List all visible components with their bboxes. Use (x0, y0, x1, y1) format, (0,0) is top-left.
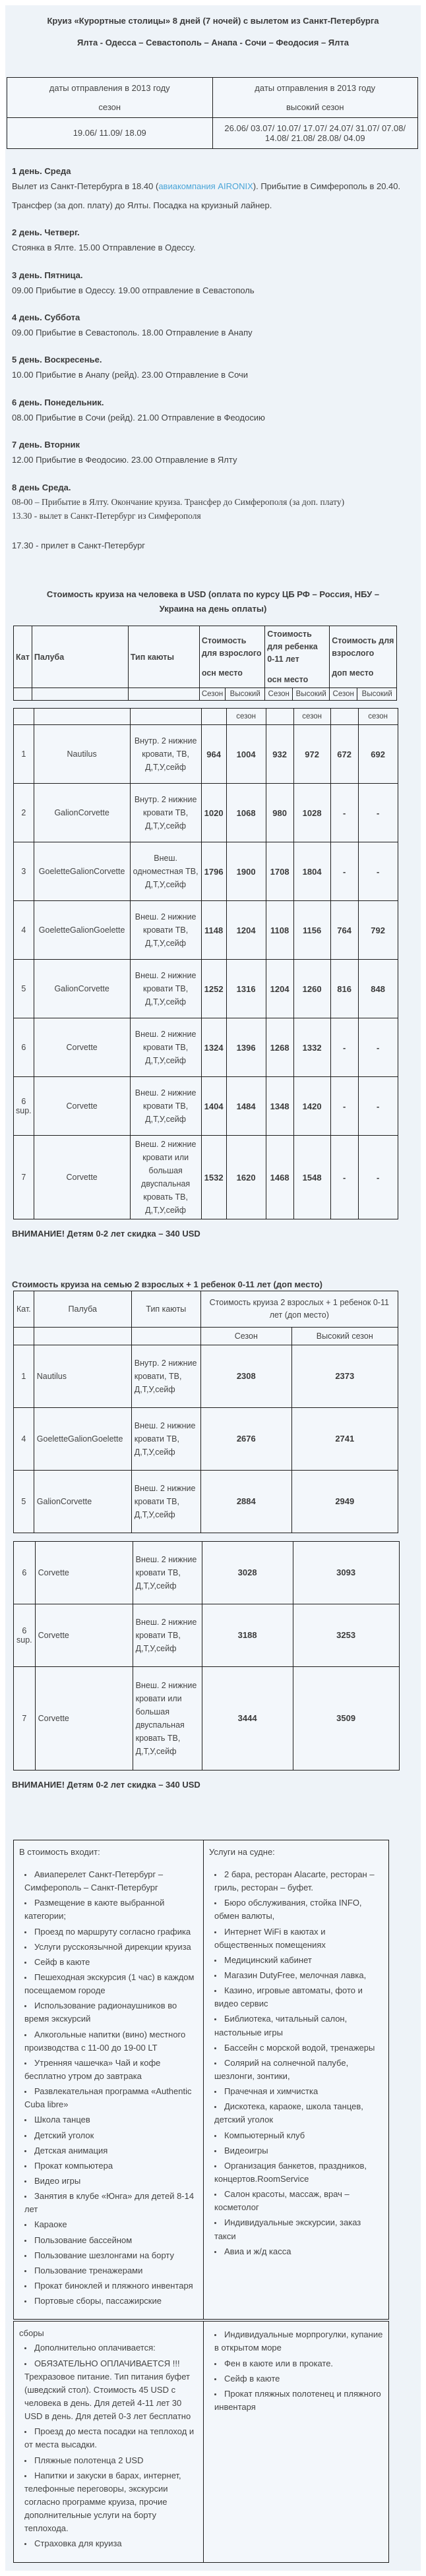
price: 1332 (293, 1018, 330, 1077)
price-table-title: Стоимость круиза на человека в USD (оплата по курсу ЦБ РФ – Россия, НБУ – Украина на день оплаты) (46, 589, 380, 614)
price-season: 3028 (202, 1541, 293, 1604)
price: 1108 (266, 901, 293, 960)
info-row-2 (14, 2322, 389, 2562)
col-header-cat: Кат. (14, 1291, 34, 1328)
group-header-bottom: осн место (267, 674, 309, 684)
season-wrap-label: сезон (293, 709, 330, 725)
price: 1348 (266, 1077, 293, 1136)
price-high-season: 2741 (291, 1407, 398, 1470)
cabin-type: Внеш. 2 нижние кровати ТВ, Д,Т,У,сейф (130, 901, 201, 960)
day-4-text: 09.00 Прибытие в Севастополь. 18.00 Отправление в Анапу (12, 328, 253, 338)
col-header-adult-main (199, 626, 264, 688)
price: - (330, 1018, 358, 1077)
category: 7 (14, 1666, 36, 1770)
family-table-title: Стоимость круиза на семью 2 взрослых + 1 ребенок 0-11 лет (доп место) (12, 1279, 322, 1290)
group-header-top: Стоимость для ребенка 0-11 лет (267, 629, 318, 664)
cabin-type: Внеш. 2 нижние кровати ТВ, Д,Т,У,сейф (130, 1018, 201, 1077)
empty-cell (201, 709, 226, 725)
services-extra-cell (204, 2322, 389, 2562)
price: 764 (330, 901, 358, 960)
category: 4 (14, 1407, 34, 1470)
group-header-top: Стоимость для взрослого (332, 635, 394, 658)
price: 1204 (226, 901, 266, 960)
price-row-1 (14, 725, 398, 784)
price-season: 2676 (200, 1407, 291, 1470)
day-7-text: 12.00 Прибытие в Феодосию. 23.00 Отправление в Ялту (12, 455, 237, 465)
price: 1484 (226, 1077, 266, 1136)
season-label: Сезон (200, 1327, 291, 1345)
day-5-text: 10.00 Прибытие в Анапу (рейд). 23.00 Отправление в Сочи (12, 370, 249, 380)
list-item: • Бюро обслуживания, стойка INFO, обмен валюты, (214, 1896, 383, 1923)
extra-charges-table (13, 2321, 389, 2562)
high-season-dates: 26.06/ 03.07/ 10.07/ 17.07/ 24.07/ 31.07/ 07.08/ 14.08/ 21.08/ 28.08/ 04.09 (212, 117, 418, 148)
included-title: В стоимость входит: (19, 1846, 100, 1857)
list-item: • Салон красоты, массаж, врач – косметолог (214, 2188, 383, 2214)
deck: GoeletteGalionGoelette (34, 901, 130, 960)
family-price-table-part2 (13, 1541, 400, 1771)
price: 1148 (201, 901, 226, 960)
price-row-5 (14, 960, 398, 1018)
deck: Corvette (34, 1136, 130, 1219)
list-item: • Пользование бассейном (24, 2234, 198, 2247)
price: - (358, 1136, 398, 1219)
col-header-adult-extra (330, 626, 397, 688)
list-item: • Сейф в каюте (24, 1956, 198, 1969)
price: 1548 (293, 1136, 330, 1219)
list-item: • Пешеходная экскурсия (1 час) в каждом посещаемом городе (24, 1971, 198, 1997)
cabin-type: Внеш. одноместная ТВ, Д,Т,У,сейф (130, 842, 201, 901)
list-item: • Использование радионаушников во время экскурсий (24, 1999, 198, 2026)
list-item: • Прокат пляжных полотенец и пляжного инвентаря (214, 2387, 383, 2414)
list-item: • Проезд до места посадки на теплоход и от места высадки. (24, 2425, 198, 2451)
deck: Nautilus (34, 1345, 131, 1407)
list-item: • Напитки и закуски в барах, интернет, телефонные переговоры, экскурсии согласно программе круиза, прочие дополнительные услуги на борту теплохода. (24, 2469, 198, 2536)
list-item: • Прачечная и химчистка (214, 2085, 383, 2098)
price: 1708 (266, 842, 293, 901)
deck: Corvette (34, 1018, 130, 1077)
list-item: • Авиа и ж/д касса (214, 2245, 383, 2258)
price-season-row (14, 688, 397, 701)
price: 1204 (266, 960, 293, 1018)
category: 6 sup. (14, 1604, 36, 1666)
price-row-7 (14, 1136, 398, 1219)
list-item: • Прокат биноклей и пляжного инвентаря (24, 2279, 198, 2293)
extra-charges-list (19, 2341, 198, 2550)
group-header-bottom: доп место (332, 668, 374, 678)
included-list (19, 1868, 198, 2308)
price-season: 2884 (200, 1470, 291, 1533)
airline-link[interactable]: авиакомпания AIRONIX (158, 181, 253, 191)
empty-cell (14, 1327, 34, 1345)
day-6-text: 08.00 Прибытие в Сочи (рейд). 21.00 Отправление в Феодосию (12, 412, 265, 423)
price: - (358, 1018, 398, 1077)
list-item: • Индивидуальные морпрогулки, купание в открытом море (214, 2328, 383, 2355)
day-5-title: 5 день. Воскресенье. (12, 355, 102, 365)
col-header-family-price: Стоимость круиза 2 взрослых + 1 ребенок 0-11 лет (доп место) (200, 1291, 398, 1328)
price-header-row (14, 626, 397, 688)
list-item: • Сейф в каюте (214, 2372, 383, 2386)
list-item: • Размещение в каюте выбранной категории; (24, 1896, 198, 1923)
price: 1068 (226, 784, 266, 842)
category: 6 (14, 1018, 34, 1077)
price: 1252 (201, 960, 226, 1018)
cabin-type: Внеш. 2 нижние кровати ТВ, Д,Т,У,сейф (131, 1407, 200, 1470)
price: 1260 (293, 960, 330, 1018)
price-row-3 (14, 842, 398, 901)
empty-cell (34, 1327, 131, 1345)
price: 964 (201, 725, 226, 784)
price-season: 3444 (202, 1666, 293, 1770)
price: - (330, 842, 358, 901)
category: 5 (14, 960, 34, 1018)
col-header-cabin: Тип каюты (131, 1291, 200, 1328)
cabin-type: Внеш. 2 нижние кровати ТВ, Д,Т,У,сейф (133, 1604, 202, 1666)
price: - (330, 1136, 358, 1219)
deck: Corvette (34, 1077, 130, 1136)
price: - (358, 1077, 398, 1136)
empty-cell (14, 688, 32, 701)
category: 6 (14, 1541, 36, 1604)
day-1-transfer-text: Трансфер (за доп. плату) до Ялты. Посадка на круизный лайнер. (12, 200, 272, 210)
day-6-title: 6 день. Понедельник. (12, 397, 104, 407)
family-row-1 (14, 1345, 398, 1407)
family-row-7 (14, 1666, 400, 1770)
list-item: • Школа танцев (24, 2113, 198, 2126)
children-discount-note: ВНИМАНИЕ! Детям 0-2 лет скидка – 340 USD (12, 1779, 200, 1790)
price-row-6sup (14, 1077, 398, 1136)
cabin-type: Внеш. 2 нижние кровати или большая двуспальная кровать ТВ, Д,Т,У,сейф (133, 1666, 202, 1770)
cabin-type: Внеш. 2 нижние кровати ТВ, Д,Т,У,сейф (131, 1470, 200, 1533)
list-item: • Детская анимация (24, 2144, 198, 2157)
price: 672 (330, 725, 358, 784)
high-season-label: высокий сезон (286, 102, 344, 112)
day-3-title: 3 день. Пятница. (12, 270, 83, 280)
empty-cell (266, 709, 293, 725)
price: 816 (330, 960, 358, 1018)
season-wrap-label: сезон (226, 709, 266, 725)
family-row-6 (14, 1541, 400, 1604)
services-list (209, 1868, 383, 2258)
deck: Corvette (35, 1666, 133, 1770)
high-season-label: Высокий сезон (291, 1327, 398, 1345)
list-item: • 2 бара, ресторан Alacarte, ресторан – гриль, ресторан – буфет. (214, 1868, 383, 1894)
extra-charges-cell (14, 2322, 204, 2562)
price-high-season: 3253 (293, 1604, 399, 1666)
list-item: • Медицинский кабинет (214, 1954, 383, 1967)
price: 848 (358, 960, 398, 1018)
list-item: • Прокат компьютера (24, 2159, 198, 2173)
itinerary-section (12, 166, 414, 554)
price: 692 (358, 725, 398, 784)
deck: GalionCorvette (34, 960, 130, 1018)
route-title: Ялта - Одесса – Севастополь – Анапа - Сочи – Феодосия – Ялта (76, 37, 350, 47)
list-item: • Интернет WiFi в каютах и общественных помещениях (214, 1925, 383, 1952)
list-item: • Портовые сборы, пассажирские (24, 2295, 198, 2308)
high-season-label: Высокий (357, 688, 397, 701)
empty-cell (32, 688, 128, 701)
day-7-title: 7 день. Вторник (12, 440, 80, 450)
price: - (330, 784, 358, 842)
list-item: • Пользование тренажерами (24, 2264, 198, 2277)
category: 7 (14, 1136, 34, 1219)
list-item: • Проезд по маршруту согласно графика (24, 1925, 198, 1939)
deck: Corvette (35, 1541, 133, 1604)
season-dates-header-cell (7, 77, 213, 117)
group-header-top: Стоимость для взрослого (201, 635, 262, 658)
list-item: • Караоке (24, 2218, 198, 2231)
list-item: • Услуги русскоязычной дирекции круиза (24, 1941, 198, 1954)
group-header-bottom: осн место (201, 668, 243, 678)
price: 1324 (201, 1018, 226, 1077)
deck: GalionCorvette (34, 1470, 131, 1533)
family-row-6sup (14, 1604, 400, 1666)
price-high-season: 2373 (291, 1345, 398, 1407)
price: 1900 (226, 842, 266, 901)
price: 1028 (293, 784, 330, 842)
day-4-title: 4 день. Суббота (12, 312, 80, 323)
price-season: 2308 (200, 1345, 291, 1407)
price: 1396 (226, 1018, 266, 1077)
price: 1156 (293, 901, 330, 960)
season-dates: 19.06/ 11.09/ 18.09 (7, 117, 213, 148)
cabin-type: Внеш. 2 нижние кровати ТВ, Д,Т,У,сейф (133, 1541, 202, 1604)
list-item: • ОБЯЗАТЕЛЬНО ОПЛАЧИВАЕТСЯ !!! Трехразовое питание. Тип питания буфет (шведский стол). Стоимость 45 USD с человека в день. Для детей 4-11 лет 30 USD в день. Для детей 0-3 лет бесплатно (24, 2357, 198, 2424)
high-season-label: Высокий (293, 688, 330, 701)
list-item: • Пользование шезлонгами на борту (24, 2249, 198, 2262)
high-season-label: Высокий (226, 688, 265, 701)
price: 1020 (201, 784, 226, 842)
high-season-dates-header-cell (212, 77, 418, 117)
list-item: • Страховка для круиза (24, 2537, 198, 2550)
cabin-type: Внутр. 2 нижние кровати ТВ, Д,Т,У,сейф (130, 784, 201, 842)
deck: GalionCorvette (34, 784, 130, 842)
season-wrap-label: сезон (358, 709, 398, 725)
list-item: • Организация банкетов, праздников, концертов.RoomService (214, 2159, 383, 2186)
list-item: • Казино, игровые автоматы, фото и видео сервис (214, 1984, 383, 2010)
day-2-text: Стоянка в Ялте. 15.00 Отправление в Одессу. (12, 243, 196, 253)
list-item: • Библиотека, читальный салон, настольные игры (214, 2012, 383, 2039)
col-header-cabin: Тип каюты (128, 626, 199, 688)
price: - (358, 842, 398, 901)
included-cell (14, 1840, 204, 2319)
day-1-flight-text (12, 179, 414, 194)
page-title: Круиз «Курортные столицы» 8 дней (7 ночей) с вылетом из Санкт-Петербурга (47, 16, 379, 26)
price: 792 (358, 901, 398, 960)
day-1-flight-post: ). Прибытие в Симферополь в 20.40. (253, 181, 401, 191)
day-3-text: 09.00 Прибытие в Одессу. 19.00 отправление в Севастополь (12, 285, 255, 295)
price: 972 (293, 725, 330, 784)
empty-cell (131, 1327, 200, 1345)
list-item: • Солярий на солнечной палубе, шезлонги, зонтики, (214, 2057, 383, 2083)
list-item: • Компьютерный клуб (214, 2129, 383, 2142)
children-discount-note: ВНИМАНИЕ! Детям 0-2 лет скидка – 340 USD (12, 1229, 200, 1239)
season-label: Сезон (199, 688, 225, 701)
day-1-flight-pre: Вылет из Санкт-Петербурга в 18.40 ( (12, 181, 159, 191)
price: 1268 (266, 1018, 293, 1077)
price: 1420 (293, 1077, 330, 1136)
price: 1404 (201, 1077, 226, 1136)
departure-dates-table (7, 77, 418, 149)
list-item: • Развлекательная программа «Authentic Cuba libre» (24, 2085, 198, 2111)
deck: GoeletteGalionCorvette (34, 842, 130, 901)
col-header-child-main (265, 626, 330, 688)
season-label: сезон (98, 102, 121, 112)
empty-cell (128, 688, 199, 701)
price-high-season: 3093 (293, 1541, 399, 1604)
services-cell (204, 1840, 389, 2319)
col-header-deck: Палуба (32, 626, 128, 688)
price-season: 3188 (202, 1604, 293, 1666)
included-list-continuation: сборы (19, 2328, 44, 2339)
price-table-header (13, 626, 397, 701)
list-item: • Авиаперелет Санкт-Петербург – Симферополь – Санкт-Петербург (24, 1868, 198, 1894)
price-high-season: 2949 (291, 1470, 398, 1533)
list-item: • Занятия в клубе «Юнга» для детей 8-14 лет (24, 2190, 198, 2216)
family-header-row (14, 1291, 398, 1328)
price: 1796 (201, 842, 226, 901)
price: 1468 (266, 1136, 293, 1219)
day-8-line-3: 17.30 - прилет в Санкт-Петербург (12, 540, 146, 550)
col-header-deck: Палуба (34, 1291, 131, 1328)
list-item: • Утренняя чашечка» Чай и кофе бесплатно утром до завтрака (24, 2057, 198, 2083)
season-label: Сезон (330, 688, 357, 701)
price: - (358, 784, 398, 842)
day-8-line-1: 08-00 – Прибытие в Ялту. Окончание круиза. Трансфер до Симферополя (за доп. плату) (12, 496, 345, 507)
price-high-season: 3509 (293, 1666, 399, 1770)
high-season-dates-header: даты отправления в 2013 году (255, 82, 376, 93)
price: - (330, 1077, 358, 1136)
list-item: • Фен в каюте или в прокате. (214, 2357, 383, 2370)
cruise-document (5, 5, 421, 2571)
category: 6 sup. (14, 1077, 34, 1136)
price: 1532 (201, 1136, 226, 1219)
cabin-type: Внеш. 2 нижние кровати ТВ, Д,Т,У,сейф (130, 960, 201, 1018)
price: 1316 (226, 960, 266, 1018)
list-item: • Детский уголок (24, 2129, 198, 2142)
price-row-2 (14, 784, 398, 842)
deck: Nautilus (34, 725, 130, 784)
list-item: • Пляжные полотенца 2 USD (24, 2454, 198, 2467)
day-8-line-2: 13.30 - вылет в Санкт-Петербург из Симферополя (12, 511, 201, 521)
price: 1004 (226, 725, 266, 784)
deck: GoeletteGalionGoelette (34, 1407, 131, 1470)
list-item: • Дискотека, караоке, школа танцев, детский уголок (214, 2100, 383, 2126)
family-row-4 (14, 1407, 398, 1470)
cabin-type: Внутр. 2 нижние кровати, ТВ, Д,Т,У,сейф (131, 1345, 200, 1407)
price: 1620 (226, 1136, 266, 1219)
deck: Corvette (35, 1604, 133, 1666)
category: 1 (14, 1345, 34, 1407)
info-row-1 (14, 1840, 389, 2319)
family-price-table-part1 (13, 1291, 398, 1533)
season-dates-header: даты отправления в 2013 году (49, 82, 170, 93)
price-row-6 (14, 1018, 398, 1077)
price: 1804 (293, 842, 330, 901)
price: 980 (266, 784, 293, 842)
cabin-type: Внеш. 2 нижние кровати или большая двуспальная кровать ТВ, Д,Т,У,сейф (130, 1136, 201, 1219)
category: 3 (14, 842, 34, 901)
season-wrap-row (14, 709, 398, 725)
services-title: Услуги на судне: (209, 1846, 275, 1857)
season-label: Сезон (265, 688, 293, 701)
category: 5 (14, 1470, 34, 1533)
col-header-cat: Кат (14, 626, 32, 688)
dates-values-row (7, 117, 418, 148)
dates-header-row (7, 77, 418, 117)
price: 932 (266, 725, 293, 784)
list-item: • Видео игры (24, 2175, 198, 2188)
cabin-type: Внеш. 2 нижние кровати ТВ, Д,Т,У,сейф (130, 1077, 201, 1136)
category: 1 (14, 725, 34, 784)
day-8-title: 8 день Среда. (12, 482, 71, 492)
day-2-title: 2 день. Четверг. (12, 227, 80, 238)
cabin-type: Внутр. 2 нижние кровати, ТВ, Д,Т,У,сейф (130, 725, 201, 784)
services-extra-list (209, 2328, 383, 2414)
price-row-4 (14, 901, 398, 960)
list-item: • Видеоигры (214, 2144, 383, 2157)
category: 4 (14, 901, 34, 960)
list-item: • Дополнительно оплачивается: (24, 2341, 198, 2355)
empty-cell (34, 709, 130, 725)
included-services-table (13, 1840, 389, 2320)
empty-cell (330, 709, 358, 725)
family-season-row (14, 1327, 398, 1345)
empty-cell (130, 709, 201, 725)
day-1-title: 1 день. Среда (12, 165, 71, 176)
list-item: • Алкогольные напитки (вино) местного производства с 11-00 до 19-00 LT (24, 2028, 198, 2055)
list-item: • Магазин DutyFree, мелочная лавка, (214, 1969, 383, 1982)
family-row-5 (14, 1470, 398, 1533)
price-table-body (13, 708, 398, 1219)
category: 2 (14, 784, 34, 842)
list-item: • Бассейн с морской водой, тренажеры (214, 2041, 383, 2055)
empty-cell (14, 709, 34, 725)
list-item: • Индивидуальные экскурсии, заказ такси (214, 2216, 383, 2242)
